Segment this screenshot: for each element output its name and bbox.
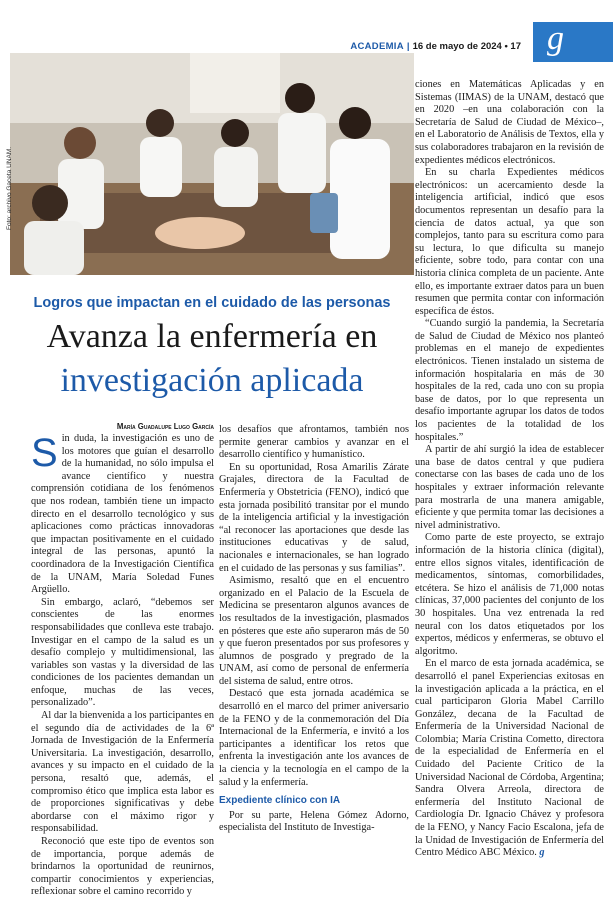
- header-separator: |: [406, 41, 410, 52]
- body-column-2: [219, 424, 409, 835]
- paragraph: los desafíos que afrontamos, también nos permite generar cambios y avanzar en el desarrollo científico y humanístico.: [219, 424, 409, 461]
- paragraph: Sin embargo, aclaró, “debemos ser conscientes de las enormes responsabilidades que conlleva este trabajo. Investigar en el campo de la salud es un desafío complejo y multidimensional, las variables son vastas y la diversidad de las condiciones de los pacientes demandan un enfoque, muchas de las veces, personalizado”.: [31, 596, 214, 709]
- section-label: ACADEMIA: [350, 41, 404, 52]
- paragraph: Reconoció que este tipo de eventos son de importancia, porque además de brindarnos la oportunidad de reunirnos, compartir conocimientos y experiencias, reflexionar sobre el camino recorrido y: [31, 836, 214, 898]
- paragraph: En su charla Expedientes médicos electrónicos: un acercamiento desde la inteligencia artificial, indicó que esos documentos representan un desafío para la ciencia de datos actual, ya que son complejos, tanto para su escritura como para su lectura, lo que dificulta su manejo eficiente, sobre todo, para contar con una historia clínica completa de un paciente. Ante ello, es importante extraer datos para un buen resumen que permita contar con información específica de éstos.: [415, 167, 604, 317]
- paragraph: En el marco de esta jornada académica, se desarrolló el panel Experiencias exitosas en la investigación aplicada a la práctica, en el cual participaron Gloria Mabel Carrillo González, decana de la Facultad de Enfermería de la Universidad Nacional de Colombia; María Cristina Cometto, directora de la especialidad de Enfermería en el Cuidado del Paciente Crítico de la Universidad Nacional de Córdoba, Argentina; Sandra Olvera Arreola, directora de enfermería del Instituto Nacional de Cardiología Dr. Ignacio Chávez y profesora de la FENO, y Nancy Facio Escalona, jefa de la Unidad de Investigación de Enfermería del Centro Médico ABC México. g: [415, 658, 604, 859]
- paragraph: Asimismo, resaltó que en el encuentro organizado en el Palacio de la Escuela de Medicina se presentaron algunos avances de los resultados de la investigación, plasmados en pósteres que este año superaron más de 50 y que fueron presentados por sus profesores y alumnos de posgrado y pregrado de la UNAM, así como de personal de enfermería del sistema de salud, entre otros.: [219, 575, 409, 687]
- body-column-1: [31, 433, 214, 899]
- paragraph: En su oportunidad, Rosa Amarilis Zárate Grajales, directora de la Facultad de Enfermería y Obstetricia (FENO), indicó que esta jornada posibilitó transitar por el mundo de la inteligencia artificial y la investigación “al reconocer las aportaciones que desde las instituciones educativas y de salud, nacionales e internacionales, se han logrado en el cuidado de las personas y sus familias”.: [219, 461, 409, 574]
- paragraph: Como parte de este proyecto, se extrajo información de la historia clínica (digital), entre ellos signos vitales, identificación de medicamentos, síntomas, comorbilidades, etcétera. Se hizo el análisis de 71,000 notas clínicas, 37,000 pacientes del conjunto de los 30 hospitales. Una vez entrenada la red neural con los datos etiquetados por los expertos, médicos y enfermeras, se obtuvo el algoritmo.: [415, 532, 604, 657]
- gaceta-logo-letter: g: [547, 20, 564, 57]
- body-column-3: [415, 79, 604, 860]
- byline: María Guadalupe Lugo García: [116, 422, 214, 431]
- end-mark-icon: g: [539, 847, 545, 859]
- gaceta-logo: [533, 22, 613, 62]
- nurses-photo-illustration: [10, 53, 414, 275]
- date-page: 16 de mayo de 2024 • 17: [412, 41, 521, 52]
- paragraph: “Cuando surgió la pandemia, la Secretaría de Salud de Ciudad de México nos planteó problemas en el manejo de expedientes electrónicos. Tienen instalado un sistema de información hospitalaria en más de 30 hospitales de la red, cada uno con su propia base de datos, por lo que representa un desafío importante agrupar los datos de todos los pacientes de la totalidad de los hospitales.”: [415, 318, 604, 443]
- paragraph: Por su parte, Helena Gómez Adorno, especialista del Instituto de Investiga-: [219, 809, 409, 834]
- article-title-line1: Avanza la enfermería en: [46, 318, 378, 355]
- paragraph: ciones en Matemáticas Aplicadas y en Sistemas (IIMAS) de la UNAM, destacó que en 2020 –en una colaboración con la Secretaría de Salud de Ciudad de México–, en el Laboratorio de Análisis de Textos, ella y sus colaboradores trabajaron en la revisión de expedientes médicos electrónicos.: [415, 79, 604, 166]
- subheading: Expediente clínico con IA: [219, 795, 341, 807]
- page-header: [350, 41, 521, 52]
- photo-credit: Foto: archivo Gaceta UNAM.: [6, 146, 13, 230]
- paragraph: Destacó que esta jornada académica se desarrolló en el marco del primer aniversario de la FENO y de la conmemoración del Día Internacional de la Enfermería, e invitó a los participantes a identificar los retos que enfrenta la investigación ante los avances de la ciencia y la tecnología en el campo de la salud y la enfermería.: [219, 688, 409, 788]
- drop-cap: S: [31, 431, 58, 475]
- paragraph: Al dar la bienvenida a los participantes en el segundo día de actividades de la 6ª Jornada de Investigación de la Enfermería Universitaria. La investigación, desarrollo, avances y su impacto en el cuidado de la persona, resaltó que, además, el compromiso ético que implica esta labor es de proporciones significativas y debe abordarse con el máximo rigor y responsabilidad.: [31, 710, 214, 835]
- article-title-line2: investigación aplicada: [60, 362, 364, 399]
- paragraph: A partir de ahí surgió la idea de establecer una base de datos central y que pudiera conectarse con las bases de cada uno de los hospitales y extraer información relevante para mostrarla de una manera amigable, eficiente y que permita tomar las decisiones a nivel administrativo.: [415, 444, 604, 531]
- article-kicker: Logros que impactan en el cuidado de las personas: [33, 295, 391, 311]
- paragraph: Sin duda, la investigación es uno de los motores que guían el desarrollo de la humanidad, no sólo impulsa el avance científico y nuestra comprensión cotidiana de los fenómenos que nos rodean, también tiene un impacto directo en el desarrollo tecnológico y sus aplicaciones como prácticas innovadoras que impactan positivamente en el cuidado integral de las personas, apuntó la coordinadora de la Investigación Científica de la UNAM, María Soledad Funes Argüello.: [31, 431, 214, 596]
- article-photo: [10, 53, 414, 275]
